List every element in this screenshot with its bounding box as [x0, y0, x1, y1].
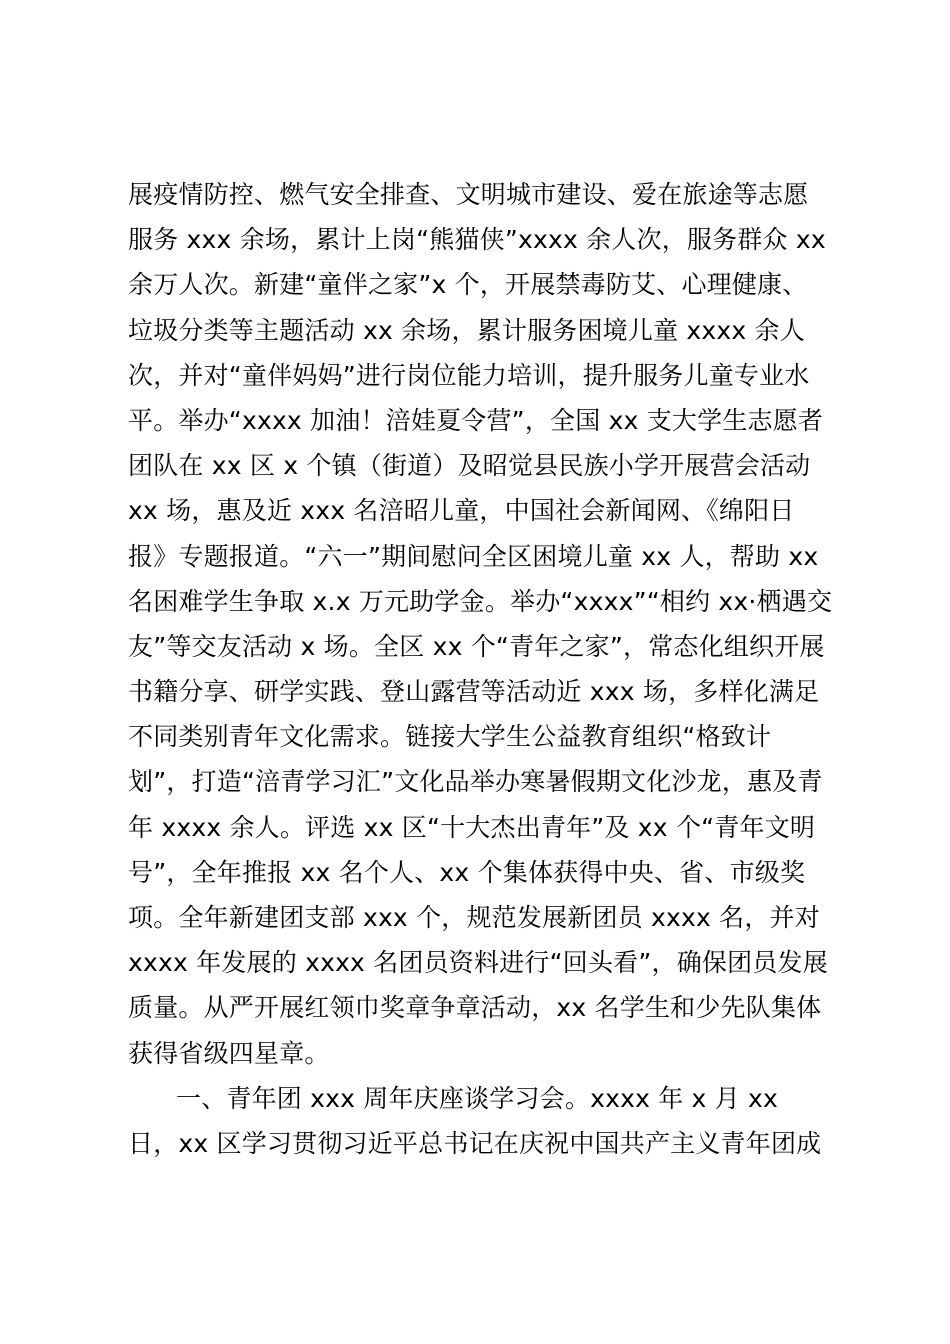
text-line: 质量。从严开展红领巾奖章争章活动，xx 名学生和少先队集体 — [128, 993, 822, 1023]
body-text — [128, 172, 833, 1166]
text-line: 名困难学生争取 x.x 万元助学金。举办“xxxx”“相约 xx·栖遇交 — [128, 586, 833, 616]
text-line: 展疫情防控、燃气安全排查、文明城市建设、爱在旅途等志愿 — [128, 180, 809, 209]
text-line: 不同类别青年文化需求。链接大学生公益教育组织“格致计 — [128, 722, 772, 752]
section-heading-line: 一、青年团 xxx 周年庆座谈学习会。xxxx 年 x 月 xx — [176, 1083, 779, 1113]
text-line: xx 场，惠及近 xxx 名涪昭儿童，中国社会新闻网、《绵阳日 — [128, 496, 795, 526]
text-line: 服务 xxx 余场，累计上岗“熊猫侠”xxxx 余人次，服务群众 xx — [128, 225, 826, 255]
text-line: 团队在 xx 区 x 个镇（街道）及昭觉县民族小学开展营会活动 — [128, 451, 811, 481]
text-line: 号”，全年推报 xx 名个人、xx 个集体获得中央、省、市级奖 — [128, 857, 806, 887]
text-line: xxxx 年发展的 xxxx 名团员资料进行“回头看”，确保团员发展 — [128, 948, 828, 978]
text-line: 余万人次。新建“童伴之家”x 个，开展禁毒防艾、心理健康、 — [128, 270, 808, 300]
text-line: 次，并对“童伴妈妈”进行岗位能力培训，提升服务儿童专业水 — [128, 360, 810, 390]
text-line: 划”，打造“涪青学习汇”文化品举办寒暑假期文化沙龙，惠及青 — [128, 767, 823, 797]
text-line: 平。举办“xxxx 加油！涪娃夏令营”，全国 xx 支大学生志愿者 — [128, 405, 824, 435]
text-line: 日，xx 区学习贯彻习近平总书记在庆祝中国共产主义青年团成 — [128, 1128, 822, 1158]
text-line: 垃圾分类等主题活动 xx 余场，累计服务困境儿童 xxxx 余人 — [128, 315, 805, 345]
text-line: 项。全年新建团支部 xxx 个，规范发展新团员 xxxx 名，并对 — [128, 903, 820, 932]
text-line: 获得省级四星章。 — [128, 1038, 330, 1068]
text-line: 友”等交友活动 x 场。全区 xx 个“青年之家”，常态化组织开展 — [128, 631, 825, 661]
text-line: 书籍分享、研学实践、登山露营等活动近 xxx 场，多样化满足 — [128, 677, 820, 707]
text-line: 报》专题报道。“六一”期间慰问全区困境儿童 xx 人，帮助 xx — [128, 541, 819, 571]
text-line: 年 xxxx 余人。评选 xx 区“十大杰出青年”及 xx 个“青年文明 — [128, 812, 816, 842]
